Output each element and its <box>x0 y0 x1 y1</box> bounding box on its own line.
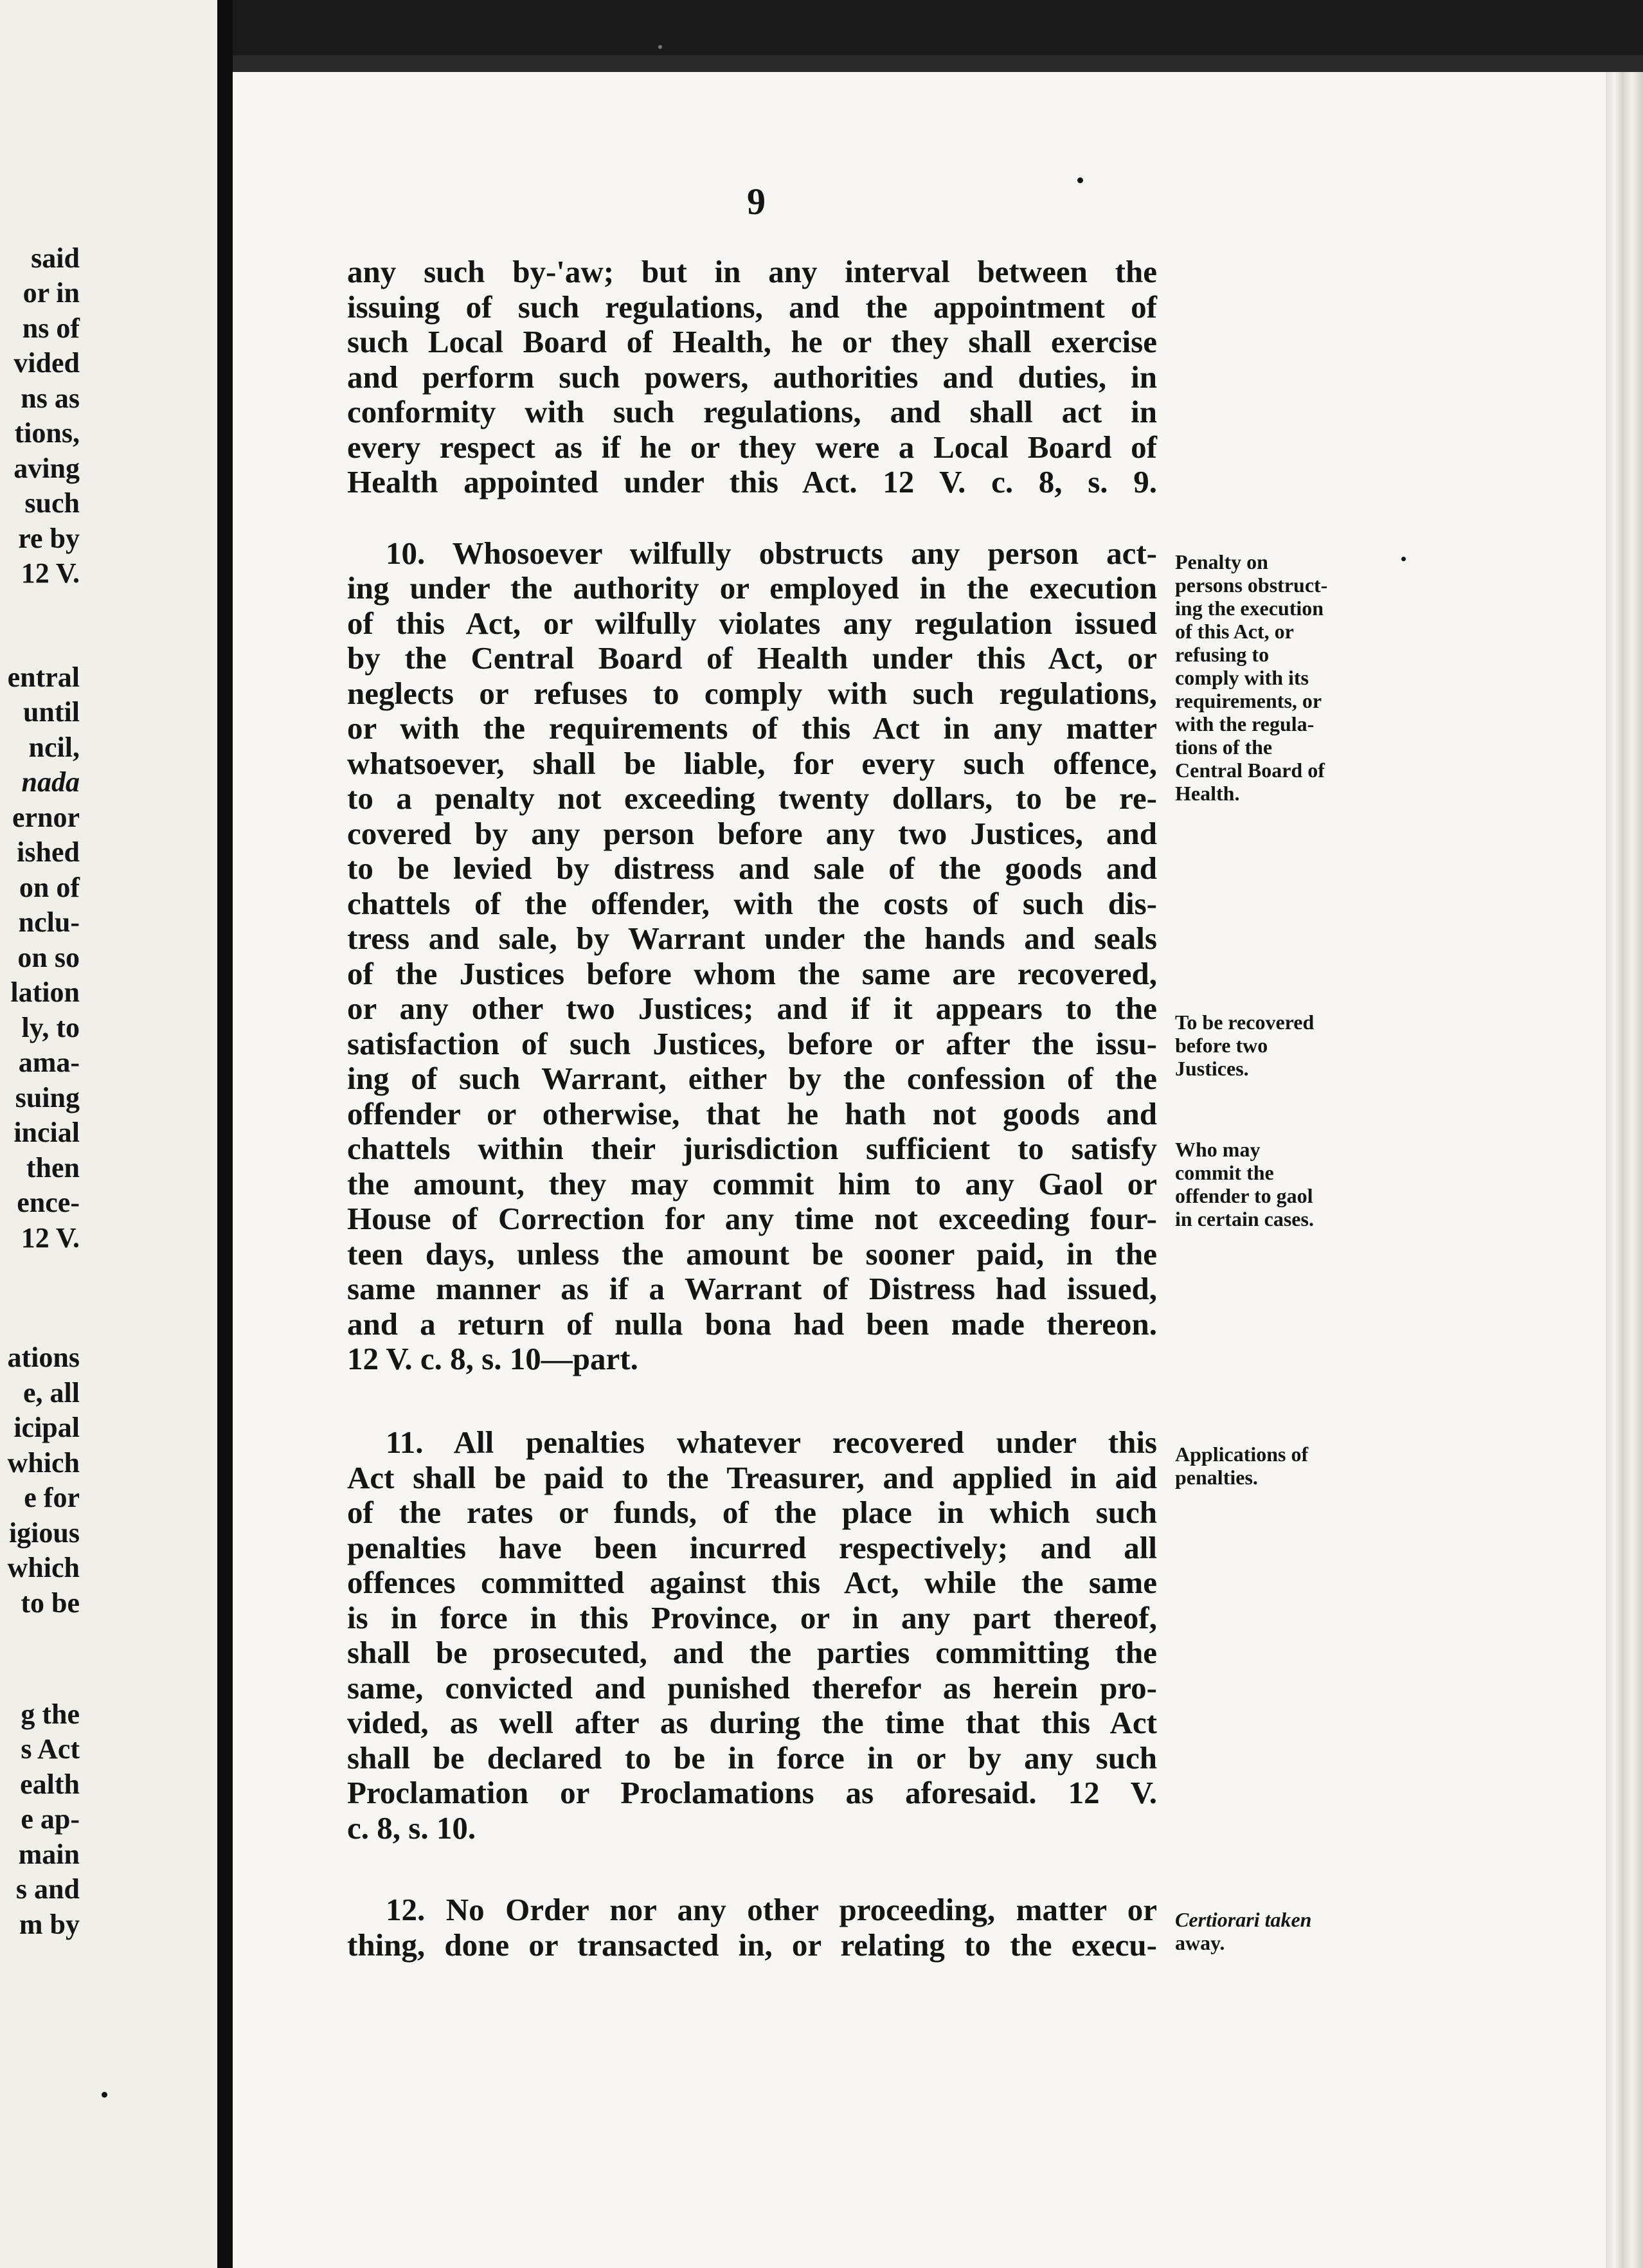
left-fragment: on so <box>17 942 80 973</box>
margin-note-line: penalties. <box>1175 1466 1258 1489</box>
body-text-line: chattels within their jurisdiction sufficient to satisfy <box>347 1131 1157 1166</box>
body-text-line: tress and sale, by Warrant under the hands and seals <box>347 921 1157 956</box>
body-text-line: Proclamation or Proclamations as aforesaid. 12 V. <box>347 1775 1157 1810</box>
left-fragment: said <box>31 242 80 274</box>
body-text-line: to be levied by distress and sale of the goods and <box>347 851 1157 886</box>
left-fragment: m by <box>19 1909 80 1940</box>
margin-note-line: Central Board of <box>1175 759 1325 782</box>
section-first-line-text: All penalties whatever recovered under this <box>453 1425 1158 1460</box>
section-number: 11. <box>386 1425 424 1460</box>
left-fragment: which <box>7 1447 80 1479</box>
body-text-line: to a penalty not exceeding twenty dollars, to be re- <box>347 780 1157 816</box>
body-text-line: shall be declared to be in force in or by any such <box>347 1740 1157 1776</box>
left-fragment: until <box>22 696 80 728</box>
left-fragment: ernor <box>12 802 80 833</box>
left-fragment: e ap- <box>21 1803 80 1835</box>
ink-speck <box>102 2092 107 2098</box>
left-fragment: g the <box>21 1698 80 1730</box>
margin-note-line: Penalty on <box>1175 550 1268 573</box>
margin-note-line: away. <box>1175 1931 1225 1954</box>
left-fragment: lation <box>10 977 80 1008</box>
body-text-line: every respect as if he or they were a Local Board of <box>347 429 1157 465</box>
margin-note-line: of this Act, or <box>1175 620 1294 643</box>
body-text-line: the amount, they may commit him to any Gaol or <box>347 1166 1157 1202</box>
ink-speck <box>1401 557 1406 561</box>
body-text-line: ing under the authority or employed in the execution <box>347 570 1157 606</box>
body-text-line: 12 V. c. 8, s. 10—part. <box>347 1341 638 1376</box>
body-text-line: teen days, unless the amount be sooner paid, in the <box>347 1236 1157 1272</box>
left-fragment: ence- <box>17 1187 80 1218</box>
ink-speck <box>1077 177 1083 183</box>
body-text-line: penalties have been incurred respectively; and all <box>347 1530 1157 1565</box>
left-fragment: to be <box>21 1587 80 1619</box>
body-text-line: is in force in this Province, or in any part thereof, <box>347 1600 1157 1635</box>
body-text-line: satisfaction of such Justices, before or after the issu- <box>347 1026 1157 1061</box>
left-page-edge <box>0 0 217 2268</box>
body-text-line: same manner as if a Warrant of Distress had issued, <box>347 1271 1157 1306</box>
margin-note-line: Applications of <box>1175 1443 1309 1466</box>
body-text-line: whatsoever, shall be liable, for every such offence, <box>347 746 1157 781</box>
body-text-line: such Local Board of Health, he or they shall exercise <box>347 324 1157 359</box>
section-first-line <box>386 1894 1157 1925</box>
left-fragment: or in <box>22 277 80 309</box>
margin-note-line: requirements, or <box>1175 689 1322 712</box>
margin-note-line: Health. <box>1175 782 1240 805</box>
left-fragment: main <box>18 1839 80 1870</box>
margin-note-line: Who may <box>1175 1138 1261 1161</box>
body-text-line: shall be prosecuted, and the parties committing the <box>347 1635 1157 1670</box>
body-text-line: or with the requirements of this Act in any matter <box>347 710 1157 746</box>
body-text-line: by the Central Board of Health under this Act, or <box>347 640 1157 676</box>
margin-note-line: offender to gaol <box>1175 1184 1313 1207</box>
left-fragment: ations <box>7 1342 80 1373</box>
body-text-line: ing of such Warrant, either by the confession of the <box>347 1061 1157 1096</box>
body-text-line: Health appointed under this Act. 12 V. c. 8, s. 9. <box>347 464 1157 500</box>
margin-note-line: with the regula- <box>1175 712 1315 735</box>
left-fragment: ished <box>17 836 80 868</box>
left-fragment: vided <box>13 347 80 379</box>
left-fragment: aving <box>13 453 80 484</box>
section-number: 12. <box>386 1892 426 1927</box>
margin-note-line: ing the execution <box>1175 597 1324 620</box>
margin-note-line: persons obstruct- <box>1175 573 1328 597</box>
section-first-line-text: No Order nor any other proceeding, matter or <box>445 1892 1158 1927</box>
left-fragment: s and <box>15 1873 80 1905</box>
left-fragment: 12 V. <box>21 1222 80 1254</box>
body-text-line: any such by-'aw; but in any interval between the <box>347 254 1157 289</box>
margin-note-line: tions of the <box>1175 735 1273 759</box>
body-text-line: neglects or refuses to comply with such regulations, <box>347 676 1157 711</box>
body-text-line: Act shall be paid to the Treasurer, and applied in aid <box>347 1460 1157 1495</box>
body-text-line: and a return of nulla bona had been made thereon. <box>347 1306 1157 1342</box>
left-fragment: nada <box>21 766 80 798</box>
margin-note-line: To be recovered <box>1175 1011 1315 1034</box>
body-text-line: issuing of such regulations, and the appointment of <box>347 289 1157 325</box>
left-fragment: e for <box>24 1482 80 1513</box>
ink-speck <box>658 45 662 49</box>
left-fragment: tions, <box>14 417 80 449</box>
left-fragment: ama- <box>18 1047 80 1078</box>
body-text-line: of the Justices before whom the same are recovered, <box>347 956 1157 991</box>
margin-note-line: comply with its <box>1175 666 1309 689</box>
margin-note-line: before two <box>1175 1034 1268 1057</box>
body-text-line: vided, as well after as during the time that this Act <box>347 1705 1157 1740</box>
left-fragment: nclu- <box>18 906 80 938</box>
left-fragment: on of <box>19 872 80 903</box>
body-text-line: offender or otherwise, that he hath not goods and <box>347 1096 1157 1131</box>
body-text-line: thing, done or transacted in, or relating to the execu- <box>347 1927 1157 1963</box>
body-text-line: same, convicted and punished therefor as herein pro- <box>347 1670 1157 1706</box>
section-first-line <box>386 537 1157 569</box>
left-fragment: igious <box>8 1517 80 1549</box>
left-fragment: ncil, <box>28 732 80 763</box>
left-fragment: such <box>24 487 80 519</box>
left-fragment: 12 V. <box>21 557 80 589</box>
body-text-line: House of Correction for any time not exceeding four- <box>347 1201 1157 1236</box>
left-fragment: suing <box>15 1082 80 1113</box>
margin-note-line: refusing to <box>1175 643 1270 666</box>
margin-note-line: Justices. <box>1175 1057 1249 1080</box>
margin-note-line: commit the <box>1175 1161 1274 1184</box>
page-number: 9 <box>747 181 766 222</box>
body-text-line: c. 8, s. 10. <box>347 1810 476 1846</box>
section-first-line <box>386 1426 1157 1458</box>
scan-shadow <box>233 55 1643 72</box>
section-number: 10. <box>386 536 426 571</box>
left-fragment: re by <box>18 523 80 554</box>
margin-note-line: in certain cases. <box>1175 1207 1314 1230</box>
left-fragment: which <box>7 1552 80 1583</box>
left-fragment: e, all <box>23 1377 80 1408</box>
page-stack-edge <box>1606 72 1643 2268</box>
left-fragment: icipal <box>13 1412 80 1443</box>
left-fragment: incial <box>13 1117 80 1148</box>
left-fragment: entral <box>7 662 80 693</box>
left-fragment: then <box>26 1152 80 1184</box>
body-text-line: or any other two Justices; and if it appears to the <box>347 991 1157 1026</box>
left-fragment: ns as <box>21 382 80 414</box>
body-text-line: of this Act, or wilfully violates any regulation issued <box>347 606 1157 641</box>
left-fragment: ly, to <box>21 1012 80 1043</box>
body-text-line: offences committed against this Act, while the same <box>347 1565 1157 1600</box>
body-text-line: conformity with such regulations, and shall act in <box>347 394 1157 429</box>
body-text-line: of the rates or funds, of the place in which such <box>347 1495 1157 1530</box>
section-first-line-text: Whosoever wilfully obstructs any person act- <box>452 536 1157 571</box>
body-text-line: covered by any person before any two Justices, and <box>347 816 1157 851</box>
left-fragment: ns of <box>22 312 80 344</box>
body-text-line: chattels of the offender, with the costs of such dis- <box>347 886 1157 921</box>
margin-note-line: Certiorari taken <box>1175 1908 1312 1931</box>
book-spine <box>217 0 233 2268</box>
left-fragment: ealth <box>20 1769 80 1800</box>
body-text-line: and perform such powers, authorities and duties, in <box>347 359 1157 395</box>
left-fragment: s Act <box>21 1733 80 1765</box>
